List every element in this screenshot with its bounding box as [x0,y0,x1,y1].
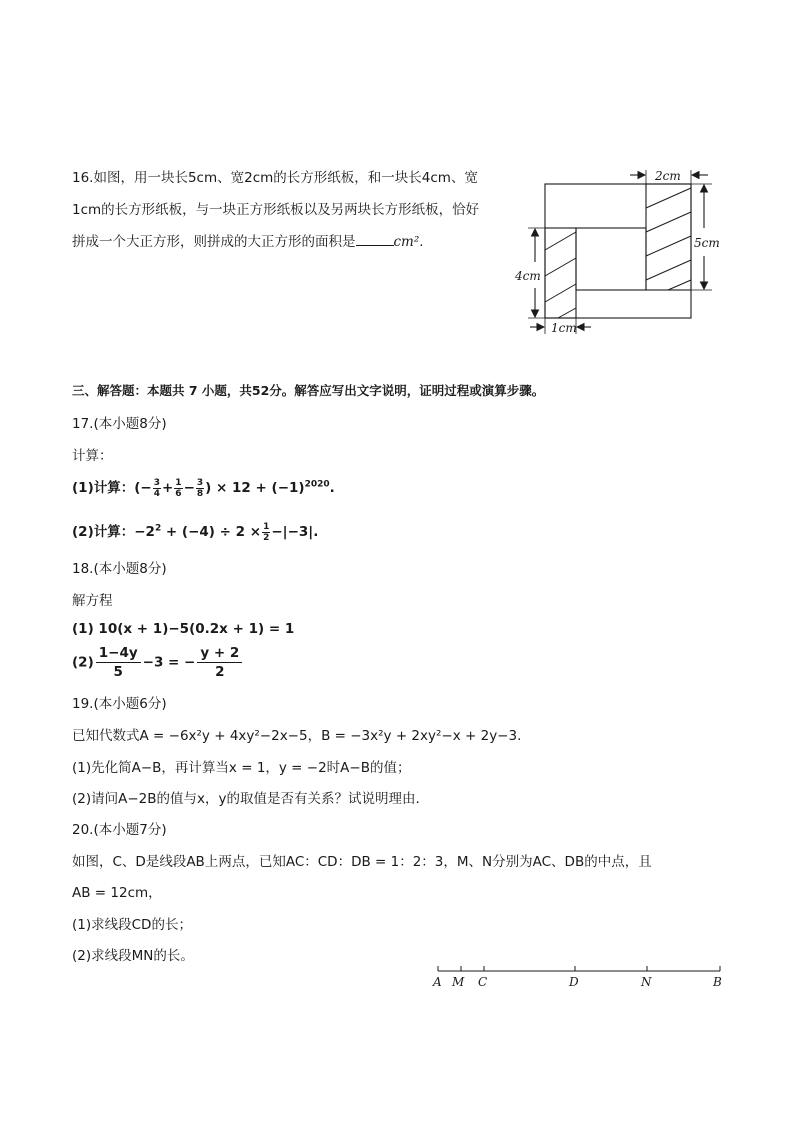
q16-line1: 16.如图，用一块长5cm、宽2cm的长方形纸板，和一块长4cm、宽 [72,170,478,186]
q19-given: 已知代数式A = −6x²y + 4xy²−2x−5，B = −3x²y + 2xy²−x + 2y−3. [72,728,522,744]
q19-part1: (1)先化简A−B，再计算当x = 1，y = −2时A−B的值； [72,760,411,776]
fraction-y2-over-2: $\frac{y + 2}{2}$ [197,644,242,681]
exponent-2020: 2020 [304,479,330,490]
q18-header: 18.(本小题8分) [72,561,167,577]
plus-sign: + [161,480,174,496]
label-1cm: 1cm [551,321,577,335]
exponent-2: 2 [154,523,162,534]
q20-part2: (2)求线段MN的长。 [72,948,194,964]
label-c: C [478,975,488,989]
label-d: D [569,975,579,989]
section-title: 三、解答题：本题共 7 小题，共52分。解答应写出文字说明，证明过程或演算步骤。 [72,383,545,398]
label-a: A [433,975,442,989]
q17-p1-end: . [329,480,335,496]
q16-line2: 1cm的长方形纸板，与一块正方形纸板以及另两块长方形纸板，恰好 [72,202,480,218]
label-5cm: 5cm [694,236,720,250]
label-n: N [641,975,652,989]
q18-part1: (1) 10(x + 1)−5(0.2x + 1) = 1 [72,621,295,637]
q18-intro: 解方程 [72,593,113,609]
q18-p2-mid: −3 = − [142,654,196,671]
label-m: M [452,975,465,989]
fraction-3-4: $\frac{3}{4}$ [153,477,160,499]
q17-p1-pre: (1)计算：(− [72,480,152,496]
q18-p2-pre: (2) [72,654,94,671]
fraction-1-6: $\frac{1}{6}$ [175,477,182,499]
q16-unit: cm² [393,234,420,250]
q17-intro: 计算： [72,448,113,464]
q17-p2-pre: (2)计算：−2 [72,524,155,540]
q17-header: 17.(本小题8分) [72,416,167,432]
q19-part2: (2)请问A−2B的值与x，y的取值是否有关系？试说明理由. [72,791,420,807]
label-b: B [713,975,722,989]
q20-line1: 如图，C、D是线段AB上两点，已知AC：CD：DB = 1：2：3，M、N分别为AC、DB的中点，且 [72,854,652,870]
q16-period: . [419,234,424,250]
q17-p2-post: −|−3|. [271,524,319,540]
q17-p2-mid: + (−4) ÷ 2 × [161,524,262,540]
fraction-3-8: $\frac{3}{8}$ [196,477,204,499]
fraction-1-2: $\frac{1}{2}$ [263,521,270,543]
q17-p1-post: ) × 12 + (−1) [205,480,305,496]
q19-header: 19.(本小题6分) [72,696,167,712]
label-4cm: 4cm [515,269,541,283]
fraction-1-4y-over-5: $\frac{1-4y}{5}$ [96,644,141,681]
q20-line2: AB = 12cm， [72,885,162,901]
q20-header: 20.(本小题7分) [72,822,167,838]
q20-part1: (1)求线段CD的长； [72,917,192,933]
label-2cm: 2cm [655,169,681,183]
q16-line3-text: 拼成一个大正方形，则拼成的大正方形的面积是 [72,234,356,250]
minus-sign: − [183,480,195,496]
